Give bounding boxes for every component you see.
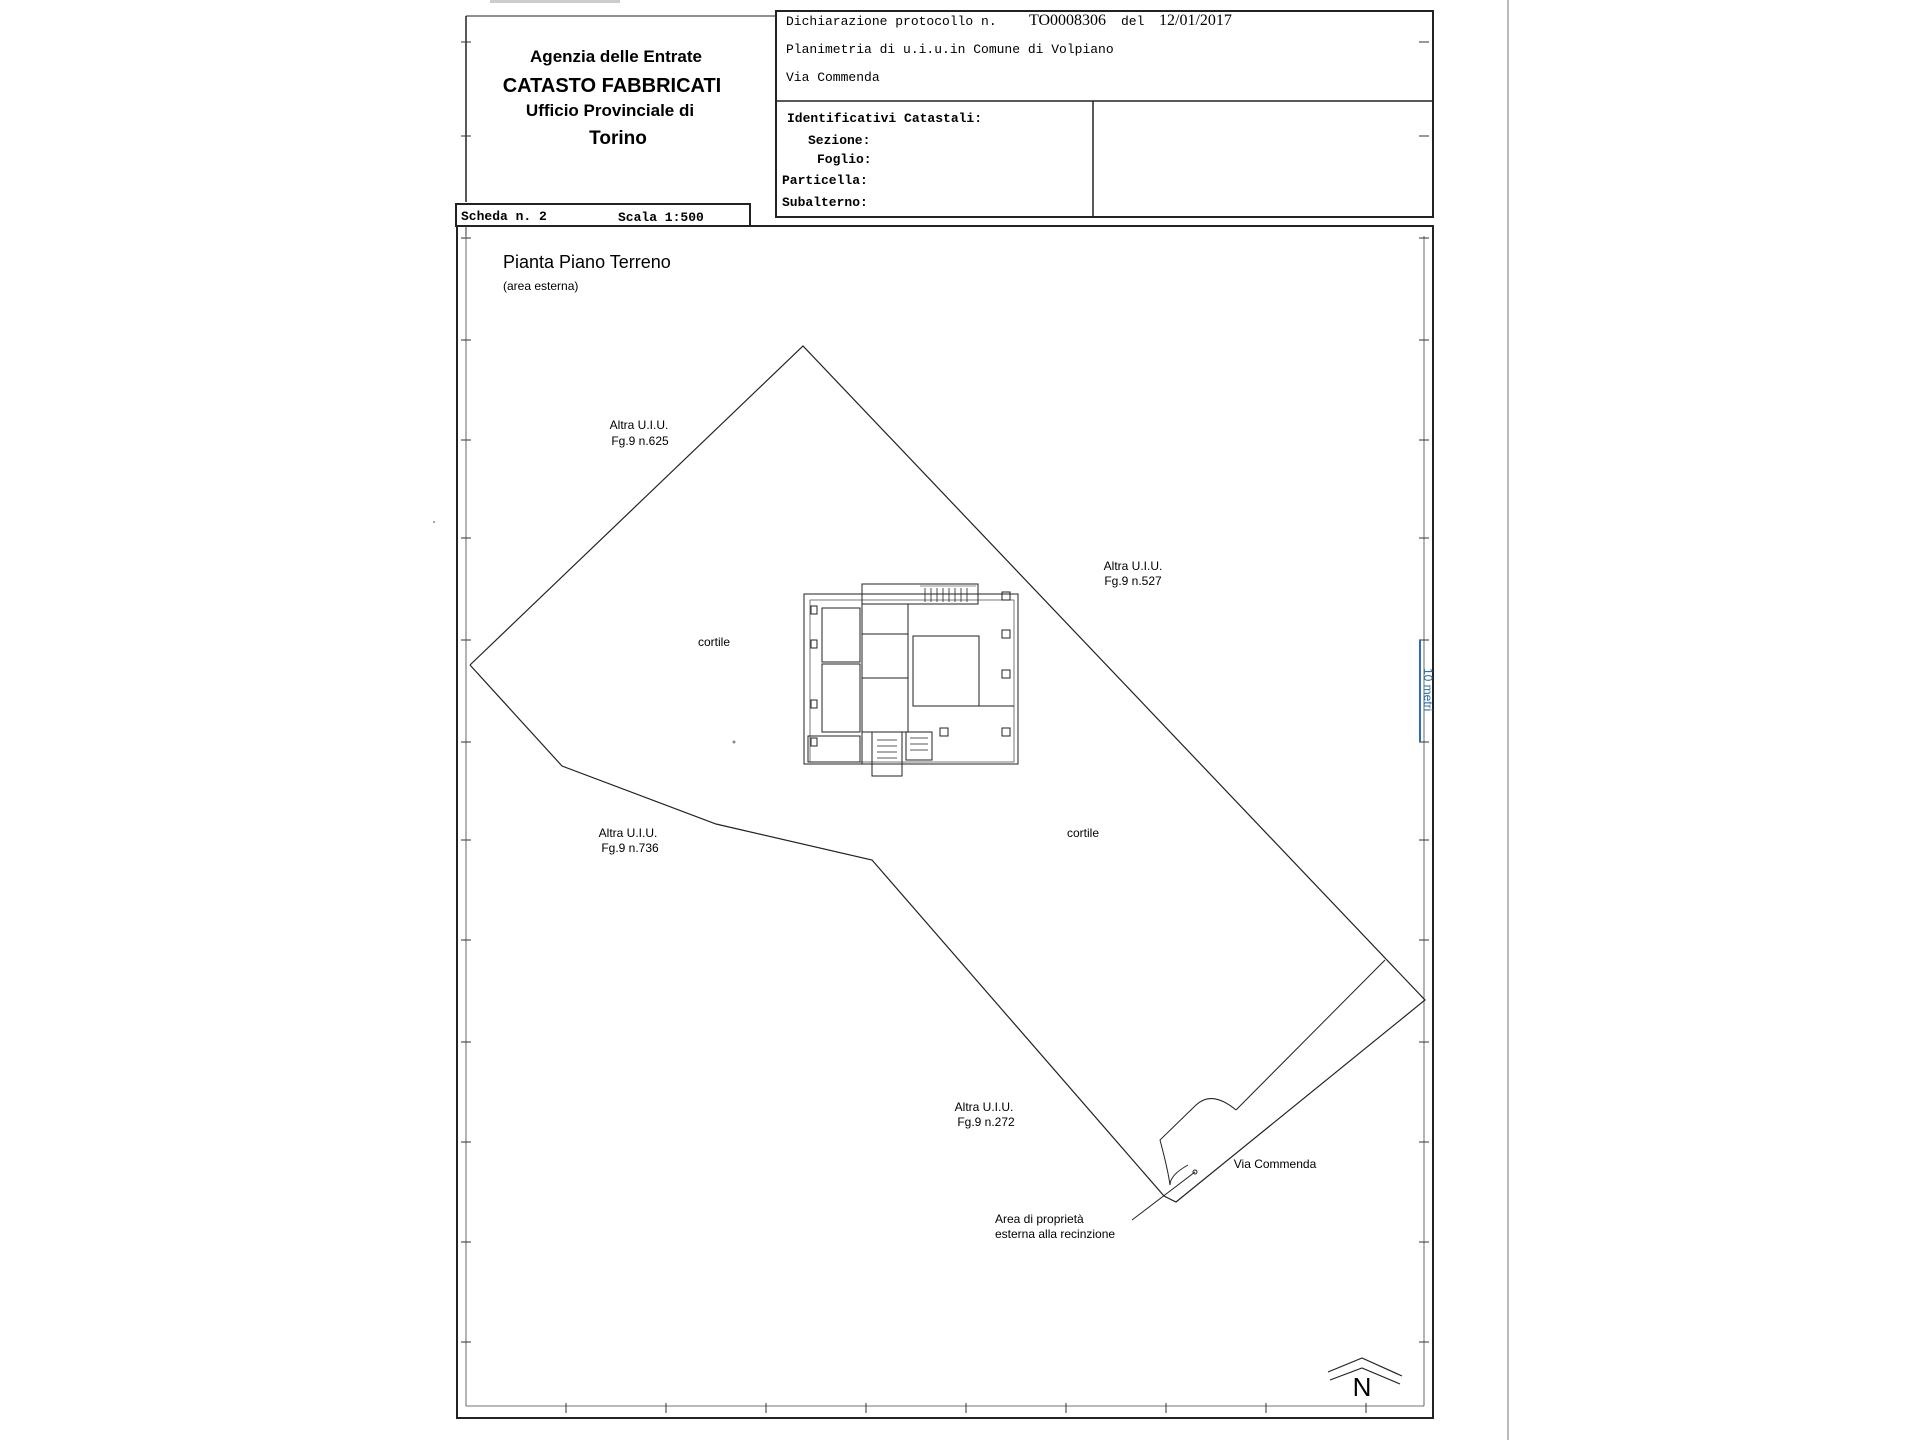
label-altra-527-b: Fg.9 n.527 <box>1104 574 1162 588</box>
agency-name: Agenzia delle Entrate <box>530 47 702 66</box>
subalterno-label: Subalterno: <box>782 195 868 210</box>
label-altra-625-b: Fg.9 n.625 <box>611 434 669 448</box>
protocol-date: 12/01/2017 <box>1159 12 1232 29</box>
protocol-del: del <box>1121 14 1145 29</box>
cutoff-text-mark <box>490 0 620 3</box>
drawing-frame <box>457 226 1433 1418</box>
ufficio-label: Ufficio Provinciale di <box>525 101 695 120</box>
label-cortile-1: cortile <box>697 635 731 649</box>
scale-bar-label: 10 metri <box>1421 668 1435 712</box>
foglio-label: Foglio: <box>817 152 872 167</box>
catasto-title: CATASTO FABBRICATI <box>502 75 722 97</box>
label-altra-736-b: Fg.9 n.736 <box>601 841 659 855</box>
label-altra-272-b: Fg.9 n.272 <box>957 1115 1015 1129</box>
scala-label: Scala 1:500 <box>618 210 704 225</box>
building-footprint <box>804 584 1018 776</box>
plan-title: Pianta Piano Terreno <box>503 252 671 272</box>
label-altra-272-a: Altra U.I.U. <box>954 1100 1014 1114</box>
identificativi-label: Identificativi Catastali: <box>787 111 983 126</box>
stray-mark <box>733 741 736 744</box>
planimetria-label: Planimetria di u.i.u.in Comune di Volpiano <box>786 42 1114 57</box>
plan-subtitle: (area esterna) <box>503 279 579 293</box>
label-cortile-2: cortile <box>1066 826 1100 840</box>
label-altra-736-a: Altra U.I.U. <box>598 826 658 840</box>
label-via-commenda: Via Commenda <box>1233 1157 1317 1171</box>
north-label: N <box>1352 1372 1372 1402</box>
label-altra-625-a: Altra U.I.U. <box>609 418 669 432</box>
label-area-b: esterna alla recinzione <box>995 1227 1116 1241</box>
label-altra-527-a: Altra U.I.U. <box>1103 559 1163 573</box>
inner-frame <box>466 236 1424 1406</box>
lot-boundary <box>470 346 1425 1202</box>
city-name: Torino <box>589 128 647 149</box>
stray-mark-2 <box>433 521 435 523</box>
external-area-outline <box>1132 960 1385 1220</box>
address-label: Via Commenda <box>786 70 880 85</box>
particella-label: Particella: <box>782 173 868 188</box>
sezione-label: Sezione: <box>808 133 871 148</box>
label-area-a: Area di proprietà <box>995 1212 1084 1226</box>
scheda-label: Scheda n. 2 <box>461 209 547 224</box>
protocol-number: TO0008306 <box>1029 12 1107 29</box>
protocol-label: Dichiarazione protocollo n. <box>786 14 997 29</box>
